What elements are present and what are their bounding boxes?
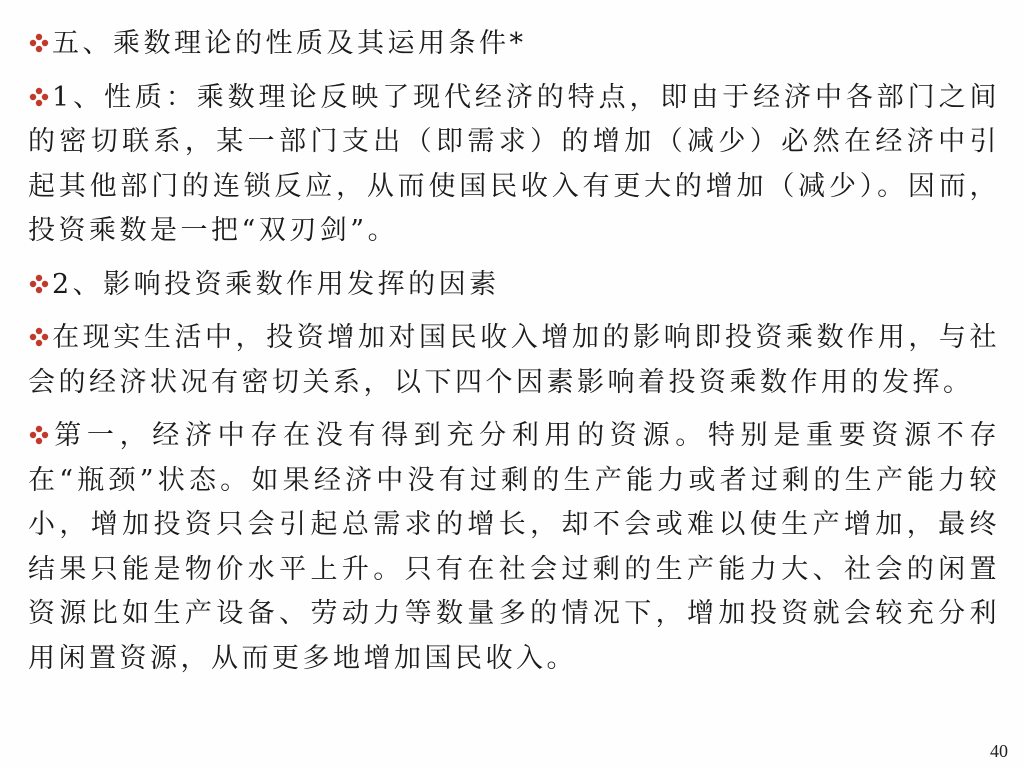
slide-content (28, 22, 1000, 690)
diamond-dots-icon (28, 32, 50, 54)
diamond-dots-icon (28, 86, 50, 108)
paragraph-2 (28, 76, 1000, 254)
paragraph-4-text: 在现实生活中，投资增加对国民收入增加的影响即投资乘数作用，与社会的经济状况有密切关系，以下四个因素影响着投资乘数作用的发挥。 (28, 322, 1000, 398)
diamond-dots-icon (28, 424, 50, 446)
diamond-dots-icon (28, 273, 50, 295)
diamond-dots-icon (28, 326, 50, 348)
paragraph-5 (28, 414, 1000, 681)
paragraph-3-text: 2、影响投资乘数作用发挥的因素 (52, 268, 500, 300)
paragraph-1-text: 五、乘数理论的性质及其运用条件* (52, 28, 527, 59)
page-number: 40 (990, 741, 1008, 761)
paragraph-5-text: 第一，经济中存在没有得到充分利用的资源。特别是重要资源不存在“瓶颈”状态。如果经济中没有过剩的生产能力或者过剩的生产能力较小，增加投资只会引起总需求的增长，却不会或难以使生产增加，最终结果只能是物价水平上升。只有在社会过剩的生产能力大、社会的闲置资源比如生产设备、劳动力等数量多的情况下，增加投资就会较充分利用闲置资源，从而更多地增加国民收入。 (28, 420, 1000, 674)
paragraph-3 (28, 263, 1000, 308)
paragraph-4 (28, 316, 1000, 405)
paragraph-1 (28, 22, 1000, 67)
paragraph-2-text: 1、性质：乘数理论反映了现代经济的特点，即由于经济中各部门之间的密切联系，某一部门支出（即需求）的增加（减少）必然在经济中引起其他部门的连锁反应，从而使国民收入有更大的增加（减少）。因而，投资乘数是一把“双刃剑”。 (28, 81, 1000, 246)
